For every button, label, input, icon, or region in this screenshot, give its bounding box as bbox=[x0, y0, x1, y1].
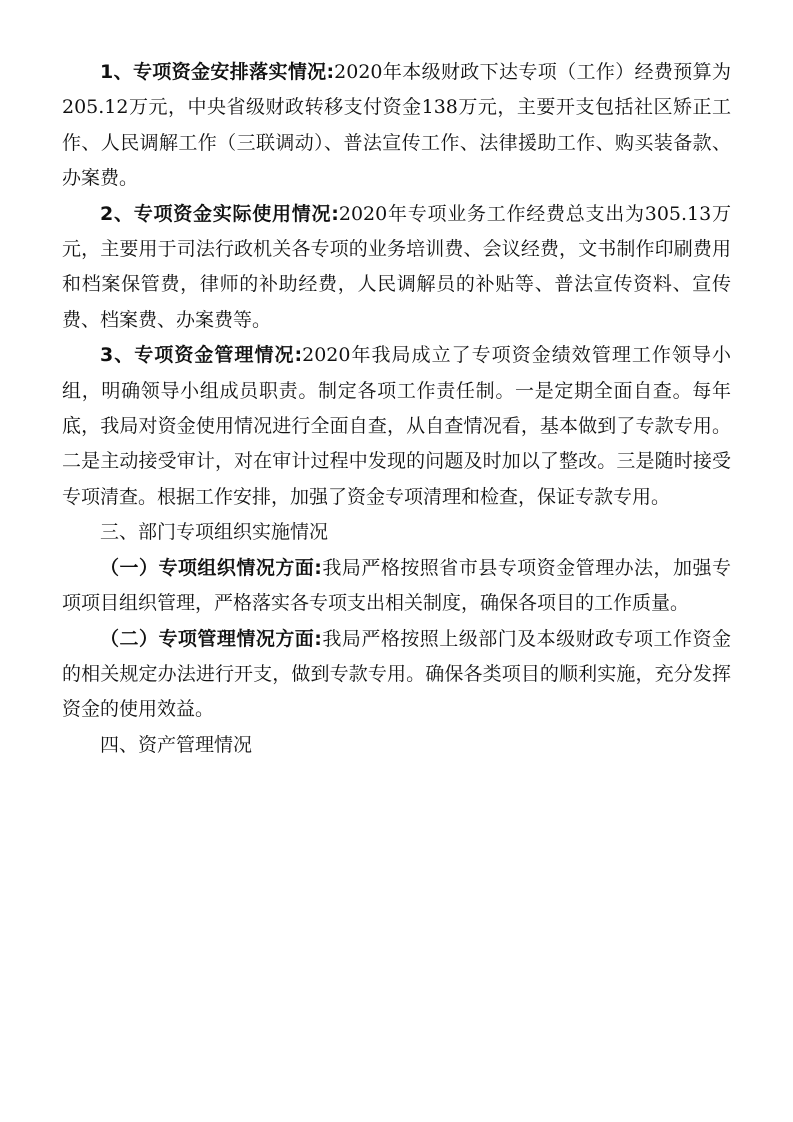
paragraph-lead: 3、专项资金管理情况: bbox=[100, 344, 303, 367]
paragraph-lead: 1、专项资金安排落实情况: bbox=[100, 61, 335, 83]
section-heading-assets: 四、资产管理情况 bbox=[100, 733, 253, 756]
paragraph-body: 我局严格按照上级部门及本级财政专项工作资金的相关规定办法进行开支，做到专款专用。确保各类项目的顺利实施，充分发挥资金的使用效益。 bbox=[62, 627, 731, 721]
paragraph-management bbox=[62, 622, 731, 728]
paragraph-special-fund-usage bbox=[62, 197, 731, 339]
paragraph-body: 2020年我局成立了专项资金绩效管理工作领导小组，明确领导小组成员职责。制定各项工作责任制。一是定期全面自查。每年底，我局对资金使用情况进行全面自查，从自查情况看，基本做到了专款专用。二是主动接受审计，对在审计过程中发现的问题及时加以了整改。三是随时接受专项清查。根据工作安排，加强了资金专项清理和检查，保证专款专用。 bbox=[62, 344, 731, 508]
paragraph-body: 2020年本级财政下达专项（工作）经费预算为205.12万元，中央省级财政转移支付资金138万元，主要开支包括社区矫正工作、人民调解工作（三联调动）、普法宣传工作、法律援助工作、购买装备款、办案费。 bbox=[62, 61, 731, 190]
paragraph-lead: 2、专项资金实际使用情况: bbox=[100, 202, 339, 225]
paragraph-organization bbox=[62, 551, 731, 622]
paragraph-lead: （一）专项组织情况方面: bbox=[100, 556, 322, 579]
paragraph-special-fund-arrangement bbox=[62, 55, 731, 197]
paragraph-lead: （二）专项管理情况方面: bbox=[100, 627, 322, 650]
paragraph-body: 我局严格按照省市县专项资金管理办法，加强专项项目组织管理，严格落实各专项支出相关制度，确保各项目的工作质量。 bbox=[62, 556, 731, 615]
section-heading-implementation: 三、部门专项组织实施情况 bbox=[100, 521, 329, 544]
paragraph-special-fund-management bbox=[62, 338, 731, 515]
paragraph-body: 2020年专项业务工作经费总支出为305.13万元，主要用于司法行政机关各专项的业务培训费、会议经费，文书制作印刷费用和档案保管费，律师的补助经费，人民调解员的补贴等、普法宣传资料、宣传费、档案费、办案费等。 bbox=[62, 202, 731, 331]
